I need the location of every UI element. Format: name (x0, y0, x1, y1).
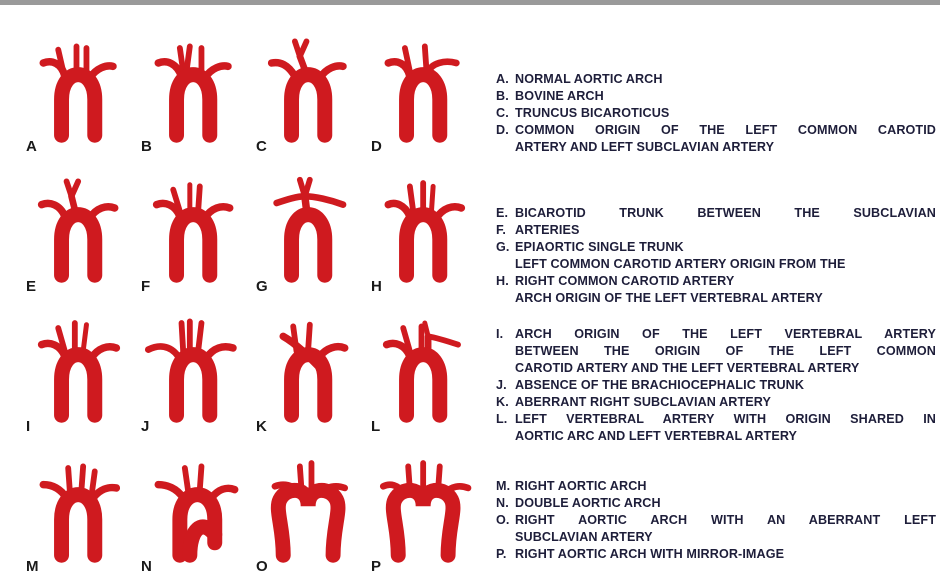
arch-panel-n (135, 440, 243, 575)
aortic-arch-schematic (135, 440, 243, 575)
aortic-arch-schematic (250, 300, 358, 435)
legend-group-1 (496, 71, 936, 156)
panel-letter: J (141, 418, 150, 435)
aortic-arch-schematic (250, 440, 358, 575)
branch-vessel (305, 196, 343, 204)
aorta (62, 355, 95, 416)
panel-letter: E (26, 278, 37, 295)
branch-vessel (182, 323, 184, 351)
legend-item-m: M. RIGHT AORTIC ARCH (496, 479, 647, 493)
aorta (393, 490, 453, 555)
aortic-arch-schematic (365, 440, 473, 575)
legend-item-g: G. EPIAORTIC SINGLE TRUNK (496, 240, 684, 254)
branch-vessel (185, 468, 188, 491)
aortic-arch-schematic (365, 20, 473, 155)
aortic-arch-schematic (20, 20, 128, 155)
panel-letter: C (256, 138, 267, 155)
aortic-arch-schematic (135, 20, 243, 155)
branch-vessel (81, 466, 83, 489)
arch-panel-a (20, 20, 128, 155)
arch-variant-grid (20, 20, 480, 580)
panel-letter: O (256, 558, 268, 575)
panel-letter: M (26, 558, 39, 575)
legend-item-i-cont1: BETWEEN THE ORIGIN OF THE LEFT COMMON (515, 344, 936, 358)
branch-vessel (158, 485, 183, 498)
legend-item-d-cont: ARTERY AND LEFT SUBCLAVIAN ARTERY (515, 140, 775, 154)
legend-item-e: E. BICAROTID TRUNK BETWEEN THE SUBCLAVIAN (496, 206, 936, 220)
arch-panel-j (135, 300, 243, 435)
branch-vessel (198, 323, 201, 351)
legend-item-c: C. TRUNCUS BICAROTICUS (496, 106, 670, 120)
panel-letter: B (141, 138, 152, 155)
legend-item-o-cont: SUBCLAVIAN ARTERY (515, 530, 653, 544)
legend-item-j: J. ABSENCE OF THE BRACHIOCEPHALIC TRUNK (496, 378, 805, 392)
legend-item-l: L. LEFT VERTEBRAL ARTERY WITH ORIGIN SHARED IN (496, 412, 936, 426)
aorta (292, 75, 325, 136)
branch-vessel (410, 186, 413, 211)
branch-vessel (272, 63, 295, 77)
branch-vessel (180, 48, 183, 71)
aortic-arch-schematic (250, 20, 358, 155)
branch-vessel (293, 326, 296, 351)
aortic-arch-schematic (135, 160, 243, 295)
branch-vessel (72, 181, 79, 196)
aorta (407, 215, 440, 276)
aorta (62, 495, 95, 556)
arch-panel-i (20, 300, 128, 435)
panel-letter: F (141, 278, 151, 295)
panel-letter: P (371, 558, 382, 575)
arch-panel-p (365, 440, 473, 575)
branch-vessel (300, 41, 307, 56)
legend-item-i-cont2: CAROTID ARTERY AND THE LEFT VERTEBRAL ARTERY (515, 361, 860, 375)
branch-vessel (198, 186, 200, 211)
aorta (177, 215, 210, 276)
top-border (0, 0, 940, 5)
legend-item-n: N. DOUBLE AORTIC ARCH (496, 496, 661, 510)
legend-item-i: I. ARCH ORIGIN OF THE LEFT VERTEBRAL ARTERY (496, 327, 936, 341)
aorta (177, 75, 210, 136)
legend-item-d: D. COMMON ORIGIN OF THE LEFT COMMON CAROTID (496, 123, 936, 137)
branch-vessel (308, 325, 310, 350)
branch-vessel (388, 203, 410, 216)
panel-letter: N (141, 558, 152, 575)
branch-vessel (93, 488, 116, 498)
branch-vessel (42, 203, 65, 216)
legend-item-h: H. RIGHT COMMON CAROTID ARTERY (496, 274, 735, 288)
aorta (278, 490, 338, 555)
panel-letter: D (371, 138, 382, 155)
branch-vessel (428, 336, 458, 344)
branch-vessel (148, 346, 178, 356)
legend-item-a: A. NORMAL AORTIC ARCH (496, 72, 663, 86)
legend-item-l-cont: AORTIC ARC AND LEFT VERTEBRAL ARTERY (515, 429, 798, 443)
branch-vessel (68, 468, 70, 491)
aorta (407, 355, 440, 416)
legend-group-4 (496, 478, 936, 563)
legend-item-o: O. RIGHT AORTIC ARCH WITH AN ABERRANT LEFT (496, 513, 936, 527)
aortic-arch-schematic (20, 300, 128, 435)
legend-group-3 (496, 326, 936, 445)
aortic-arch-schematic (250, 160, 358, 295)
aorta (407, 75, 440, 136)
aorta (62, 75, 95, 136)
arch-panel-d (365, 20, 473, 155)
arch-panel-k (250, 300, 358, 435)
arch-panel-l (365, 300, 473, 435)
aorta (292, 215, 325, 276)
arch-panel-e (20, 160, 128, 295)
panel-letter: I (26, 418, 31, 435)
arch-panel-c (250, 20, 358, 155)
aortic-arch-schematic (20, 440, 128, 575)
panel-letter: K (256, 418, 267, 435)
branch-vessel (431, 186, 433, 211)
arch-panel-g (250, 160, 358, 295)
panel-letter: H (371, 278, 382, 295)
arch-panel-h (365, 160, 473, 295)
arch-panel-b (135, 20, 243, 155)
aorta (177, 355, 210, 416)
aortic-arch-schematic (20, 160, 128, 295)
aortic-arch-schematic (365, 160, 473, 295)
branch-vessel (200, 466, 202, 489)
aorta (62, 215, 95, 276)
branch-vessel (83, 325, 86, 352)
aorta (292, 355, 325, 416)
legend-item-k: K. ABERRANT RIGHT SUBCLAVIAN ARTERY (496, 395, 772, 409)
arch-panel-m (20, 440, 128, 575)
legend-item-f: F. ARTERIES (496, 223, 580, 237)
arch-panel-f (135, 160, 243, 295)
legend-item-g-cont: LEFT COMMON CAROTID ARTERY ORIGIN FROM THE (515, 257, 846, 271)
branch-vessel (277, 196, 305, 203)
branch-vessel (425, 46, 427, 70)
panel-letter: A (26, 138, 37, 155)
legend-item-p: P. RIGHT AORTIC ARCH WITH MIRROR-IMAGE (496, 547, 785, 561)
legend-group-2 (496, 205, 936, 307)
arch-panel-o (250, 440, 358, 575)
aortic-arch-schematic (365, 300, 473, 435)
panel-letter: G (256, 278, 268, 295)
panel-letter: L (371, 418, 381, 435)
legend-item-b: B. BOVINE ARCH (496, 89, 604, 103)
aortic-arch-schematic (135, 300, 243, 435)
legend-item-h-cont: ARCH ORIGIN OF THE LEFT VERTEBRAL ARTERY (515, 291, 823, 305)
